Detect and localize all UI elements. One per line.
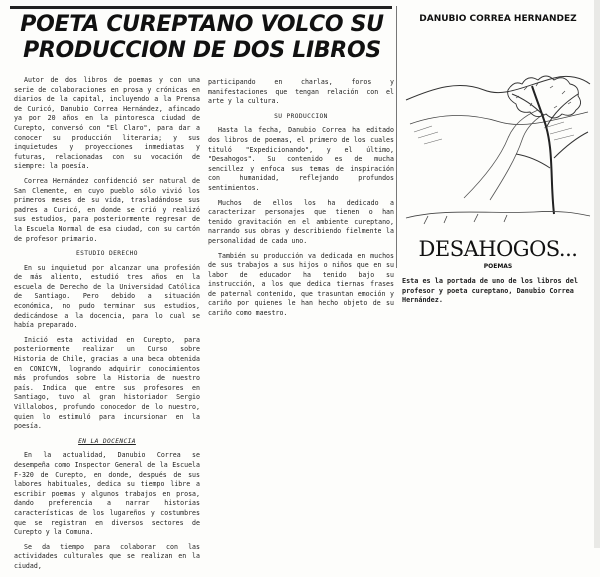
hill-line — [406, 76, 590, 100]
headline-rule — [10, 6, 392, 9]
paragraph: En su inquietud por alcanzar una profesión de más aliento, estudió tres años en la escuela de Derecho de la Universidad Católica de Santiago. Pero debido a situación económica, no pudo terminar sus estudios, dedicándose a la docencia, para lo cual se había preparado. — [14, 263, 200, 330]
road-line — [464, 110, 538, 198]
page-edge-shadow — [594, 0, 600, 548]
paragraph: participando en charlas, foros y manifestaciones que tengan relación con el arte y la cultura. — [208, 78, 394, 106]
column-divider — [396, 6, 397, 268]
paragraph: Correa Hernández confidenció ser natural de San Clemente, en cuyo pueblo sólo vivió los primeros meses de su vida, trasladándose sus padres a Curicó, en donde se crió y realizó sus estudios, para posteriormente regresar de la Escuela Normal de esa ciudad, con su cartón de profesor primario. — [14, 176, 200, 243]
cover-subtitle: POEMAS — [483, 263, 513, 270]
headline-line-2: PRODUCCION DE DOS LIBROS — [23, 38, 381, 63]
tree-trunk — [532, 86, 554, 214]
paragraph: Hasta la fecha, Danubio Correa ha editado dos libros de poemas, el primero de los cuales tituló "Expedicionando", y el último, "Desahogos". Su contenido es de mucha sencillez y enfoca sus temas de inspiración con humanidad, reflejando profundos sentimientos. — [208, 126, 394, 192]
article-column-1 — [14, 76, 200, 577]
foreground-grass — [406, 211, 590, 224]
subheading-estudio-derecho: ESTUDIO DERECHO — [76, 250, 138, 258]
book-cover-author: DANUBIO CORREA HERNANDEZ — [419, 14, 577, 24]
foliage-marks — [516, 83, 571, 108]
subheading-su-produccion: SU PRODUCCION — [274, 112, 328, 120]
cover-title: DESAHOGOS... — [418, 237, 578, 261]
paragraph: Se da tiempo para colaborar con las actividades culturales que se realizan en la ciudad, — [14, 542, 200, 570]
photo-caption: Esta es la portada de uno de los libros del profesor y poeta cureptano, Danubio Correa Hernández. — [402, 277, 578, 305]
article-headline — [14, 12, 390, 64]
paragraph: Inició esta actividad en Curepto, para posteriormente realizar un Curso sobre Historia de Chile, gracias a una beca obtenida en CONICYN, logrando adquirir conocimientos más profundos sobre la Historia de nuestro país. Indica que entre sus profesores en Santiago, tuvo al gran historiador Sergio Villalobos, profundo conocedor de lo nuestro, quien lo estimuló para incursionar en la poesía. — [14, 335, 200, 431]
paragraph: Muchos de ellos los ha dedicado a caracterizar personajes que tienen o han tenido gravitación en el ambiente cureptano, narrando sus obras y describiendo fielmente la personalidad de cada uno. — [208, 198, 394, 245]
headline-line-1: POETA CUREPTANO VOLCO SU — [20, 12, 384, 37]
paragraph: Autor de dos libros de poemas y con una serie de colaboraciones en prosa y crónicas en diarios de la capital, incluyendo a la Prensa de Curicó, Danubio Correa Hernández, afincado ya por 20 años en la pintoresca ciudad de Curepto, conversó con "El Claro", para dar a conocer su producción literaria; y sus inquietudes y proyecciones inmediatas y futuras, relacionadas con su vocación de siempre: la poesía. — [14, 76, 200, 171]
paragraph: También su producción va dedicada en muchos de sus trabajos a sus hijos o niños que en su labor de educador ha tenido bajo su instrucción, a los que dedica tiernas frases de paternal contenido, que trasuntan emoción y cariño por quienes le han hecho objeto de su cariño como maestro. — [208, 251, 394, 318]
paragraph: En la actualidad, Danubio Correa se desempeña como Inspector General de la Escuela F-320 de Curepto, en donde, después de sus labores habituales, dedica su tiempo libre a escribir poemas y algunos trabajos en prosa, dando preferencia a narrar historias características de los lugareños y costumbres que se registran en diversos sectores de Curepto y la Comuna. — [14, 451, 200, 537]
article-column-2 — [208, 78, 394, 324]
book-cover-illustration — [404, 28, 592, 270]
subheading-en-la-docencia: EN LA DOCENCIA — [78, 437, 136, 445]
